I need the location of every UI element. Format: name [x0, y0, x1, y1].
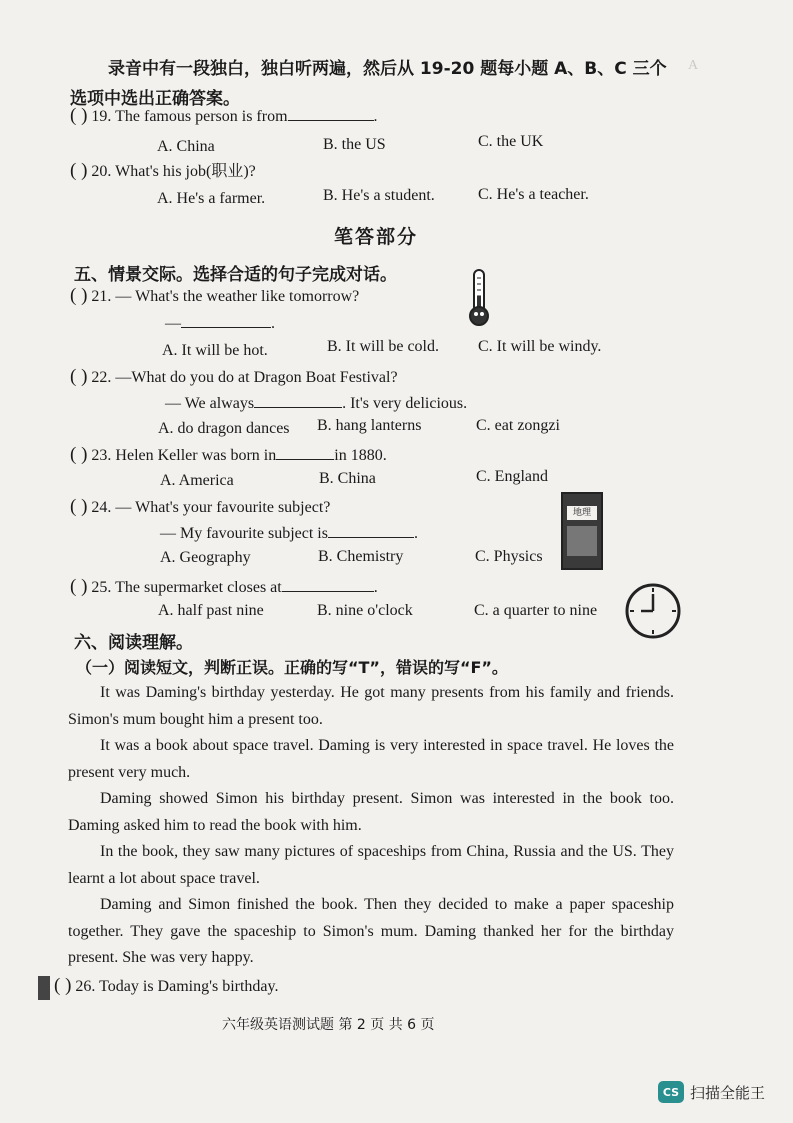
q19-option-c: C. the UK: [478, 133, 544, 150]
scanner-label: 扫描全能王: [690, 1083, 766, 1102]
bleed-through-text: A: [688, 58, 699, 73]
answer-paren-21[interactable]: ( ): [70, 285, 88, 306]
section6-title: 六、阅读理解。: [74, 633, 193, 653]
q24-option-b: B. Chemistry: [318, 548, 404, 565]
passage-paragraph-5: [68, 892, 674, 972]
q25-blank: [282, 577, 374, 592]
q21-option-c: C. It will be windy.: [478, 338, 602, 355]
answer-paren-20[interactable]: ( ): [70, 160, 88, 181]
question-24: [70, 496, 330, 518]
q19-stem: 19. The famous person is from: [91, 108, 288, 125]
q22-option-b: B. hang lanterns: [317, 417, 422, 434]
q25-option-c: C. a quarter to nine: [474, 602, 598, 619]
q22-reply: [165, 393, 467, 413]
q21-end: .: [271, 315, 275, 332]
q23-blank: [276, 445, 334, 460]
q19-end: .: [373, 108, 378, 125]
question-25: [70, 576, 378, 598]
q21-reply-dash: —: [165, 315, 181, 332]
paragraph-1-text: It was Daming's birthday yesterday. He got many presents from his family and friends. Simon's mum bought him a present too.: [68, 684, 674, 728]
q24-reply: [160, 523, 418, 543]
question-23: [70, 444, 387, 466]
question-19: [70, 105, 378, 127]
passage-paragraph-3: [68, 786, 674, 839]
paragraph-3-text: Daming showed Simon his birthday present. Simon was interested in the book too. Daming asked him to read the book with him.: [68, 790, 674, 834]
q20-option-c: C. He's a teacher.: [478, 186, 589, 203]
listening-instruction-line1: 录音中有一段独白，独白听两遍，然后从 19-20 题每小题 A、B、C 三个: [108, 59, 667, 79]
q23-option-c: C. England: [476, 468, 548, 485]
question-26: [54, 975, 278, 997]
q19-option-b: B. the US: [323, 136, 386, 153]
answer-paren-25[interactable]: ( ): [70, 576, 88, 597]
section6-part1-instruction: （一）阅读短文，判断正误。正确的写“T”，错误的写“F”。: [76, 658, 508, 677]
geography-book-icon: [561, 492, 603, 570]
paragraph-2-text: It was a book about space travel. Daming is very interested in space travel. He loves the present very much.: [68, 737, 674, 781]
q25-option-a: A. half past nine: [158, 602, 264, 619]
q21-option-b: B. It will be cold.: [327, 338, 439, 355]
q19-option-a: A. China: [157, 138, 215, 155]
question-20: [70, 158, 256, 182]
q24-stem: 24. — What's your favourite subject?: [91, 499, 331, 516]
q22-reply-end: . It's very delicious.: [342, 395, 468, 412]
answer-paren-24[interactable]: ( ): [70, 496, 88, 517]
q22-stem: 22. —What do you do at Dragon Boat Festival?: [91, 369, 398, 386]
written-part-title: 笔答部分: [334, 226, 419, 248]
q23-stem-start: 23. Helen Keller was born in: [91, 447, 277, 464]
page-footer: 六年级英语测试题 第 2 页 共 6 页: [222, 1017, 435, 1033]
clock-icon: [624, 582, 682, 640]
q24-option-a: A. Geography: [160, 549, 251, 566]
answer-paren-19[interactable]: ( ): [70, 105, 88, 126]
passage-paragraph-1: [68, 680, 674, 733]
q21-blank: [181, 313, 271, 328]
q22-blank: [254, 393, 342, 408]
camscanner-icon: CS: [658, 1081, 684, 1103]
question-22: [70, 366, 398, 388]
listening-instruction-line2: 选项中选出正确答案。: [70, 89, 240, 109]
section5-title: 五、情景交际。选择合适的句子完成对话。: [74, 265, 397, 285]
book-label: 地理: [567, 506, 597, 520]
q24-option-c: C. Physics: [475, 548, 543, 565]
q20-stem: 20. What's his job(职业)?: [91, 163, 256, 180]
q25-option-b: B. nine o'clock: [317, 602, 413, 619]
answer-paren-26[interactable]: ( ): [54, 975, 72, 996]
scanner-watermark: [658, 1081, 765, 1103]
answer-paren-23[interactable]: ( ): [70, 444, 88, 465]
passage-paragraph-4: [68, 839, 674, 892]
q21-reply: [165, 313, 275, 333]
q22-reply-start: — We always: [165, 395, 255, 412]
q24-blank: [328, 523, 414, 538]
q24-reply-end: .: [413, 525, 418, 542]
passage-paragraph-2: [68, 733, 674, 786]
q22-option-c: C. eat zongzi: [476, 417, 560, 434]
q25-end: .: [373, 579, 378, 596]
q23-stem-end: in 1880.: [334, 447, 387, 464]
question-21: [70, 285, 359, 307]
paragraph-5-text: Daming and Simon finished the book. Then they decided to make a paper spaceship together. They gave the spaceship to Simon's mum. Daming thanked her for the birthday present. She was very happy.: [68, 896, 674, 966]
thermometer-icon: [466, 268, 492, 328]
q20-option-b: B. He's a student.: [323, 187, 435, 204]
q21-stem: 21. — What's the weather like tomorrow?: [91, 288, 360, 305]
q23-option-b: B. China: [319, 470, 376, 487]
q19-blank: [288, 106, 374, 121]
q25-stem: 25. The supermarket closes at: [91, 579, 282, 596]
q23-option-a: A. America: [160, 472, 234, 489]
q26-stem: 26. Today is Daming's birthday.: [75, 978, 279, 995]
answer-paren-22[interactable]: ( ): [70, 366, 88, 387]
scan-edge-mark: [38, 976, 50, 1000]
q22-option-a: A. do dragon dances: [158, 420, 290, 437]
q20-option-a: A. He's a farmer.: [157, 190, 266, 207]
q24-reply-start: — My favourite subject is: [160, 525, 328, 542]
q21-option-a: A. It will be hot.: [162, 342, 268, 359]
paragraph-4-text: In the book, they saw many pictures of spaceships from China, Russia and the US. They learnt a lot about space travel.: [68, 843, 674, 887]
